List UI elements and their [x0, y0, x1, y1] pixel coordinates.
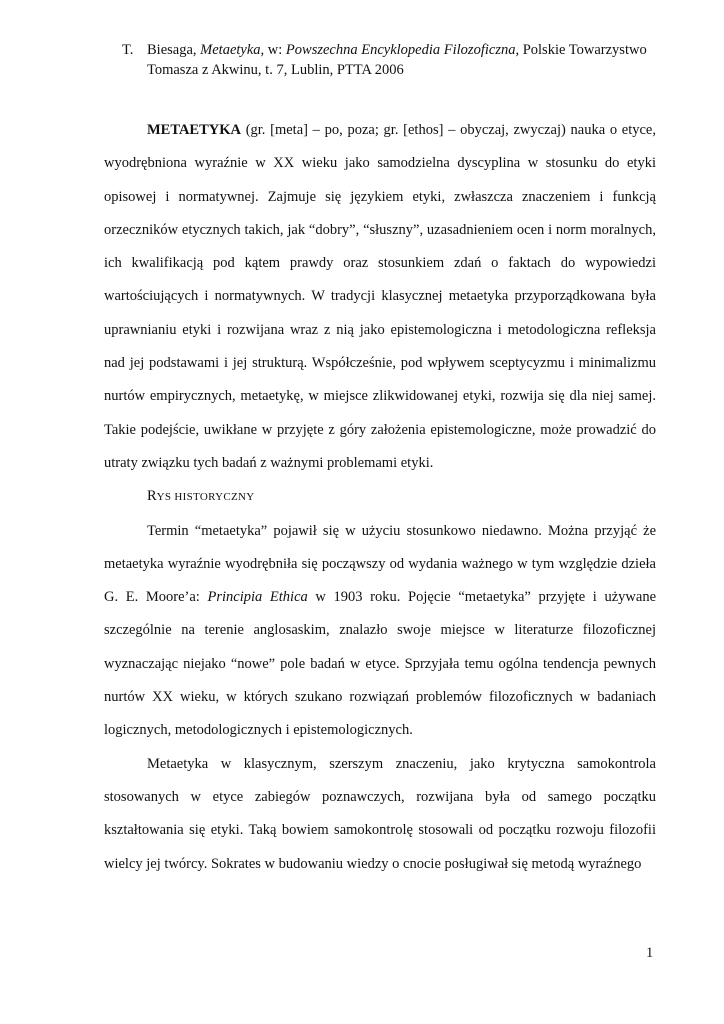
citation-article: Metaetyka, [200, 42, 265, 58]
paragraph-2-title: Principia Ethica [207, 589, 308, 606]
section-heading-rest: YS HISTORYCZNY [156, 491, 255, 504]
citation-rest: Polskie Towarzystwo Tomasza z Akwinu, t. 7, Lublin, PTTA 2006 [147, 42, 647, 78]
paragraph-2-end: w 1903 roku. Pojęcie “metaetyka” przyjęte i używane szczególnie na terenie anglosaskim, znalazło swoje miejsce w literaturze filozoficznej wyznaczając niejako “nowe” pole badań w etyce. Sprzyjała temu ogólna tendencja pewnych nurtów XX wieku, w których szukano rozwiązań problemów filozoficznych w badaniach logicznych, metodologicznych i epistemologicznych. [104, 589, 657, 739]
citation-marker: T. [122, 42, 134, 58]
citation-work: Powszechna Encyklopedia Filozoficzna, [285, 42, 520, 58]
entry-headword: METAETYKA [147, 122, 241, 138]
paragraph-2-start: Termin “metaetyka” pojawił się w użyciu stosunkowo niedawno. Można przyjąć że metaetyka wyraźnie wyodrębniła się począwszy od wydania ważnego w tym względzie dzieła G. E. Moore’a: [104, 522, 656, 606]
article-body [104, 114, 656, 881]
citation-in: w: [264, 42, 286, 58]
section-heading [104, 480, 656, 514]
page-number: 1 [646, 945, 654, 961]
paragraph-3: Metaetyka w klasycznym, szerszym znaczeniu, jako krytyczna samokontrola stosowanych w etyce zabiegów poznawczych, rozwijana była od samego początku kształtowania się etyki. Taką bowiem samokontrolę stosowali od początku rozwoju filozofii wielcy jej twórcy. Sokrates w budowaniu wiedzy o cnocie posługiwał się metodą wyraźnego [104, 755, 656, 872]
section-heading-initial: R [147, 488, 157, 505]
citation-author: Biesaga, [147, 42, 201, 58]
citation-text [147, 40, 664, 80]
paragraph-2 [104, 515, 656, 748]
bibliographic-citation [104, 40, 664, 80]
paragraph-1-text: (gr. [meta] – po, poza; gr. [ethos] – obyczaj, zwyczaj) nauka o etyce, wyodrębniona wyraźnie w XX wieku jako samodzielna dyscyplina w stosunku do etyki opisowej i normatywnej. Zajmuje się językiem etyki, zwłaszcza znaczeniem i funkcją orzeczników etycznych takich, jak “dobry”, “słuszny”, uzasadnieniem ocen i norm moralnych, ich kwalifikacją pod kątem prawdy oraz stosunkiem zdań o faktach do wypowiedzi wartościujących i normatywnych. W tradycji klasycznej metaetyka przyporządkowana była uprawnianiu etyki i rozwijana wraz z nią jako epistemologiczna i metodologiczna refleksja nad jej podstawami i jej strukturą. Współcześnie, pod wpływem sceptycyzmu i minimalizmu nurtów empirycznych, metaetykę, w miejsce zlikwidowanej etyki, rozwija się dla niej samej. Takie podejście, uwikłane w przyjęte z góry założenia epistemologiczne, może prowadzić do utraty związku tych badań z ważnymi problemami etyki. [104, 122, 656, 471]
paragraph-1 [104, 114, 656, 480]
